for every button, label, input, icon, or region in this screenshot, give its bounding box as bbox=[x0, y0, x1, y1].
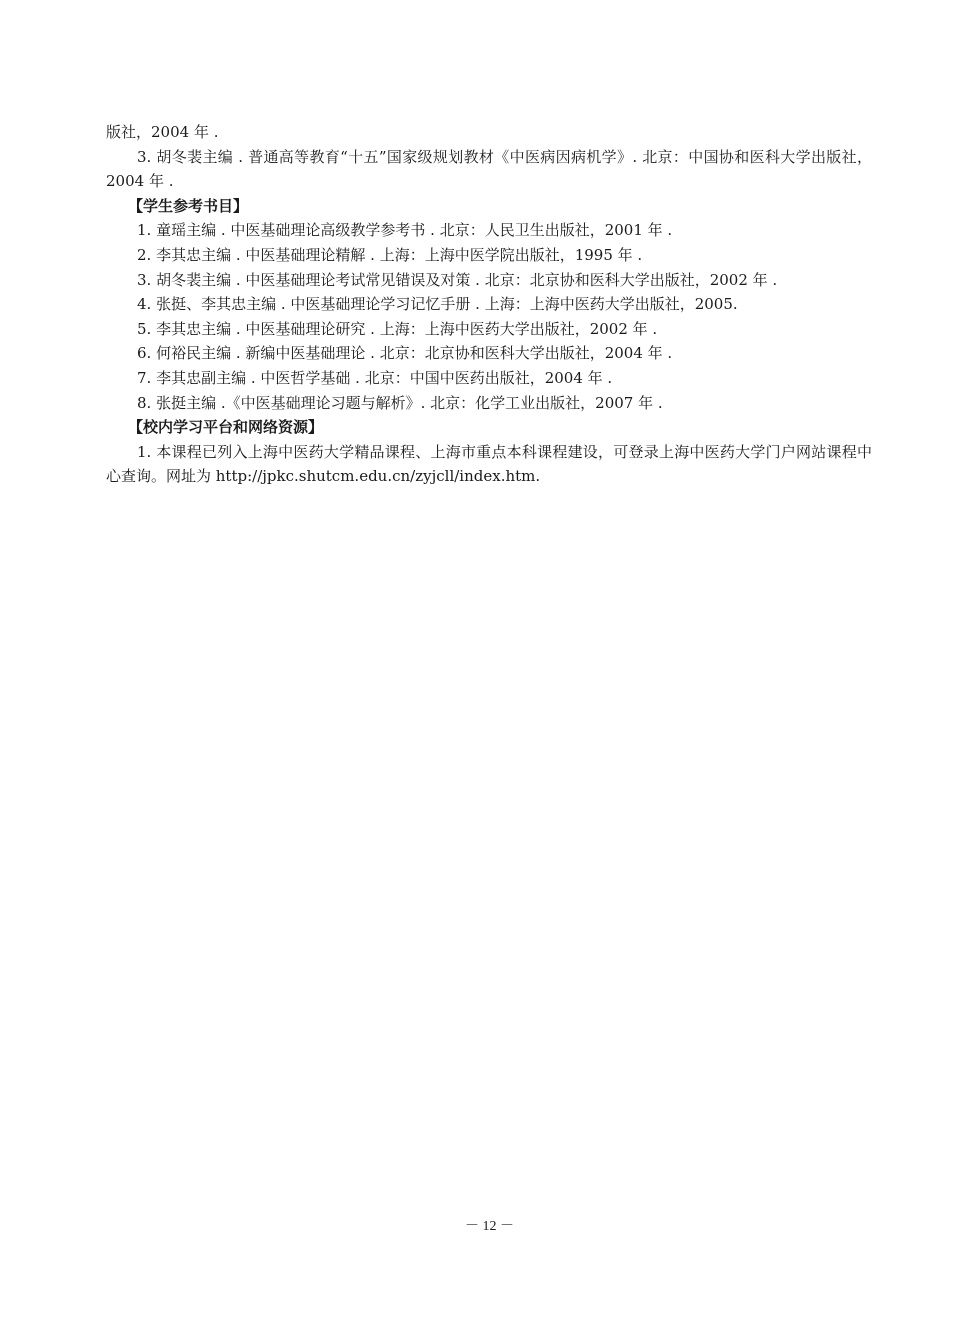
textbook-item-3: 3. 胡冬裴主编 . 普通高等教育“十五”国家级规划教材《中医病因病机学》. 北京：中国协和医科大学出版社，2004 年 . bbox=[106, 147, 872, 191]
student-refs-heading: 【学生参考书目】 bbox=[128, 196, 249, 215]
online-resources-heading: 【校内学习平台和网络资源】 bbox=[128, 418, 324, 437]
student-ref-item: 5. 李其忠主编 . 中医基础理论研究 . 上海：上海中医药大学出版社，2002 年 . bbox=[137, 319, 658, 338]
student-ref-item: 1. 童瑶主编 . 中医基础理论高级教学参考书 . 北京：人民卫生出版社，2001 年 . bbox=[137, 221, 673, 240]
student-ref-item: 2. 李其忠主编 . 中医基础理论精解 . 上海：上海中医学院出版社，1995 年 . bbox=[137, 245, 643, 264]
student-ref-item: 6. 何裕民主编 . 新编中医基础理论 . 北京：北京协和医科大学出版社，2004 年 . bbox=[137, 344, 673, 363]
continuation-line: 版社，2004 年 . bbox=[106, 123, 219, 141]
student-ref-item: 7. 李其忠副主编 . 中医哲学基础 . 北京：中国中医药出版社，2004 年 . bbox=[137, 368, 613, 387]
online-resource-item: 1. 本课程已列入上海中医药大学精品课程、上海市重点本科课程建设，可登录上海中医药大学门户网站课程中心查询。网址为 http://jpkc.shutcm.edu.cn/zyjcll/index.htm. bbox=[106, 442, 872, 486]
document-body bbox=[106, 120, 872, 489]
student-ref-item: 3. 胡冬裴主编 . 中医基础理论考试常见错误及对策 . 北京：北京协和医科大学出版社，2002 年 . bbox=[137, 270, 778, 289]
student-ref-item: 8. 张挺主编 .《中医基础理论习题与解析》. 北京：化学工业出版社，2007 年 . bbox=[137, 393, 663, 412]
student-ref-item: 4. 张挺、李其忠主编 . 中医基础理论学习记忆手册 . 上海：上海中医药大学出版社，2005. bbox=[137, 295, 738, 314]
page-number: － 12 － bbox=[465, 1219, 514, 1234]
